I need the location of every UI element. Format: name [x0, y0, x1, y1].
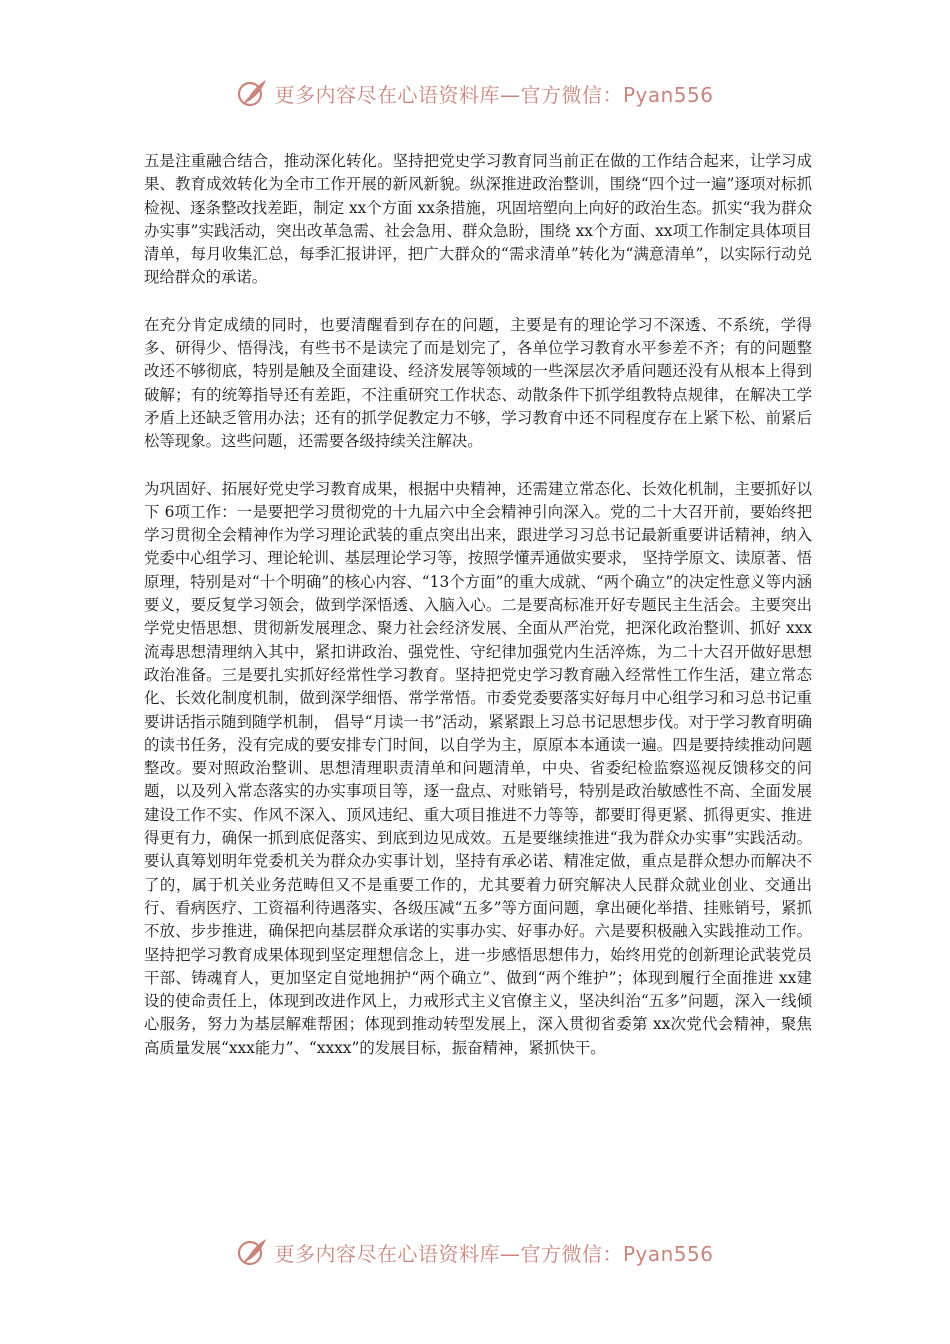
- quill-logo-icon: [236, 76, 270, 110]
- paragraph-3: 为巩固好、拓展好党史学习教育成果，根据中央精神，还需建立常态化、长效化机制，主要抓好以下 6项工作：一是要把学习贯彻党的十九届六中全会精神引向深入。党的二十大召开前，要始终把学习贯彻全会精神作为学习理论武装的重点突出出来，跟进学习习总书记最新重要讲话精神，纳入党委中心组学习、理论轮训、基层理论学习等，按照学懂弄通做实要求， 坚持学原文、读原著、悟原理，特别是对“十个明确”的核心内容、“13个方面”的重大成就、“两个确立”的决定性意义等内涵要义，要反复学习领会，做到学深悟透、入脑入心。二是要高标准开好专题民主生活会。主要突出学党史悟思想、贯彻新发展理念、聚力社会经济发展、全面从严治党，把深化政治整训、抓好 xxx流毒思想清理纳入其中，紧扣讲政治、强党性、守纪律加强党内生活淬炼，为二十大召开做好思想政治准备。三是要扎实抓好经常性学习教育。坚持把党史学习教育融入经常性工作生活，建立常态化、长效化制度机制，做到深学细悟、常学常悟。市委党委要落实好每月中心组学习和习总书记重要讲话指示随到随学机制， 倡导“月读一书”活动，紧紧跟上习总书记思想步伐。对于学习教育明确的读书任务，没有完成的要安排专门时间，以自学为主，原原本本通读一遍。四是要持续推动问题整改。要对照政治整训、思想清理职责清单和问题清单，中央、省委纪检监察巡视反馈移交的问题，以及列入常态落实的办实事项目等，逐一盘点、对账销号，特别是政治敏感性不高、全面发展建设工作不实、作风不深入、顶风违纪、重大项目推进不力等等，都要盯得更紧、抓得更实、推进得更有力，确保一抓到底促落实、到底到边见成效。五是要继续推进“我为群众办实事”实践活动。要认真筹划明年党委机关为群众办实事计划，坚持有承必诺、精准定做，重点是群众想办而解决不了的，属于机关业务范畴但又不是重要工作的，尤其要着力研究解决人民群众就业创业、交通出行、看病医疗、工资福利待遇落实、各级压减“五多”等方面问题，拿出硬化举措、挂账销号，紧抓不放、步步推进，确保把向基层群众承诺的实事办实、好事办好。六是要积极融入实践推动工作。坚持把学习教育成果体现到坚定理想信念上，进一步感悟思想伟力，始终用党的创新理论武装党员干部、铸魂育人，更加坚定自觉地拥护“两个确立”、做到“两个维护”；体现到履行全面推进 xx建设的使命责任上，体现到改进作风上，力戒形式主义官僚主义，坚决纠治“五多”问题，深入一线倾心服务，努力为基层解难帮困；体现到推动转型发展上，深入贯彻省委第 xx次党代会精神，聚焦高质量发展“xxx能力”、“xxxx”的发展目标，振奋精神，紧抓快干。: [144, 479, 812, 1057]
- watermark-text: 更多内容尽在心语资料库—官方微信：Pyan556: [274, 82, 714, 107]
- quill-logo-icon: [236, 1235, 270, 1269]
- paragraph-2: 在充分肯定成绩的同时，也要清醒看到存在的问题，主要是有的理论学习不深透、不系统，学得多、研得少、悟得浅，有些书不是读完了而是划完了，各单位学习教育水平参差不齐；有的问题整改还不够彻底，特别是触及全面建设、经济发展等领域的一些深层次矛盾问题还没有从根本上得到破解；有的统筹指导还有差距，不注重研究工作状态、动散条件下抓学组教特点规律，在解决工学矛盾上还缺乏管用办法；还有的抓学促教定力不够，学习教育中还不同程度存在上紧下松、前紧后松等现象。这些问题，还需要各级持续关注解决。: [144, 315, 812, 451]
- watermark-text: 更多内容尽在心语资料库—官方微信：Pyan556: [274, 1241, 714, 1266]
- paragraph-1: 五是注重融合结合，推动深化转化。坚持把党史学习教育同当前正在做的工作结合起来，让学习成果、教育成效转化为全市工作开展的新风新貌。纵深推进政治整训，围绕“四个过一遍”逐项对标抓检视、逐条整改找差距，制定 xx个方面 xx条措施，巩固培塑向上向好的政治生态。抓实“我为群众办实事”实践活动，突出改革急需、社会急用、群众急盼，围绕 xx个方面、xx项工作制定具体项目清单，每月收集汇总，每季汇报讲评，把广大群众的“需求清单”转化为“满意清单”，以实际行动兑现给群众的承诺。: [144, 152, 812, 287]
- document-body: [144, 150, 812, 1084]
- header-watermark: [0, 73, 950, 113]
- footer-watermark: [0, 1232, 950, 1272]
